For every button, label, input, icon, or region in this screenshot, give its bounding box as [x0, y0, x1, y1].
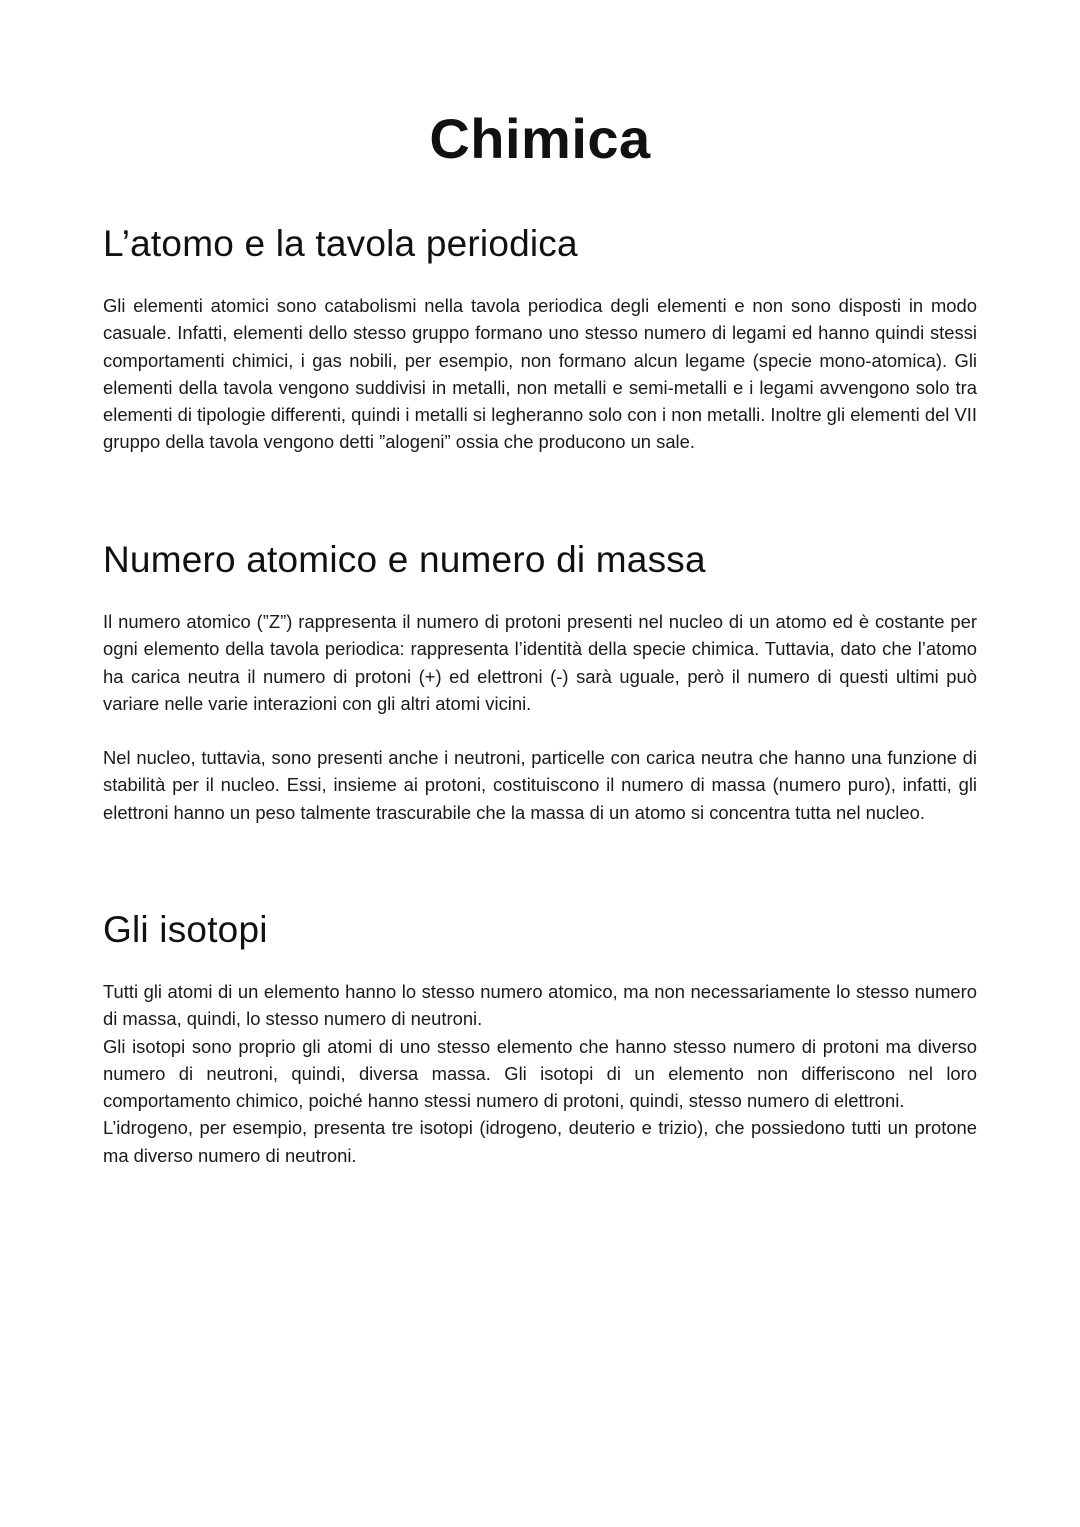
section-heading: Numero atomico e numero di massa: [103, 539, 706, 580]
paragraph-line: L’idrogeno, per esempio, presenta tre isotopi (idrogeno, deuterio e trizio), che possiedono tutti un protone ma diverso numero di neutroni.: [103, 1117, 977, 1166]
section-paragraph: [103, 978, 977, 1169]
section-paragraph: Gli elementi atomici sono catabolismi nella tavola periodica degli elementi e non sono disposti in modo casuale. Infatti, elementi dello stesso gruppo formano uno stesso numero di legami ed hanno quindi stessi comportamenti chimici, i gas nobili, per esempio, non formano alcun legame (specie mono-atomica). Gli elementi della tavola vengono suddivisi in metalli, non metalli e semi-metalli e i legami avvengono solo tra elementi di tipologie differenti, quindi i metalli si legheranno solo con i non metalli. Inoltre gli elementi del VII gruppo della tavola vengono detti ”alogeni” ossia che producono un sale.: [103, 295, 977, 453]
paragraph-line: Tutti gli atomi di un elemento hanno lo stesso numero atomico, ma non necessariamente lo stesso numero di massa, quindi, lo stesso numero di neutroni.: [103, 981, 977, 1030]
section-paragraph: Il numero atomico (”Z”) rappresenta il numero di protoni presenti nel nucleo di un atomo ed è costante per ogni elemento della tavola periodica: rappresenta l’identità della specie chimica. Tuttavia, dato che l’atomo ha carica neutra il numero di protoni (+) ed elettroni (-) sarà uguale, però il numero di questi ultimi può variare nelle varie interazioni con gli altri atomi vicini.: [103, 611, 977, 714]
document-title: Chimica: [429, 107, 651, 170]
section-heading: Gli isotopi: [103, 909, 268, 950]
paragraph-line: Gli isotopi sono proprio gli atomi di uno stesso elemento che hanno stesso numero di protoni ma diverso numero di neutroni, quindi, diversa massa. Gli isotopi di un elemento non differiscono nel loro comportamento chimico, poiché hanno stessi numero di protoni, quindi, stesso numero di elettroni.: [103, 1035, 977, 1112]
section-isotopi: [103, 907, 977, 1169]
section-heading: L’atomo e la tavola periodica: [103, 223, 578, 264]
section-atomo-tavola-periodica: [103, 221, 977, 456]
section-paragraph: Nel nucleo, tuttavia, sono presenti anche i neutroni, particelle con carica neutra che hanno una funzione di stabilità per il nucleo. Essi, insieme ai protoni, costituiscono il numero di massa (numero puro), infatti, gli elettroni hanno un peso talmente trascurabile che la massa di un atomo si concentra tutta nel nucleo.: [103, 747, 977, 823]
section-numero-atomico-massa: [103, 537, 977, 826]
